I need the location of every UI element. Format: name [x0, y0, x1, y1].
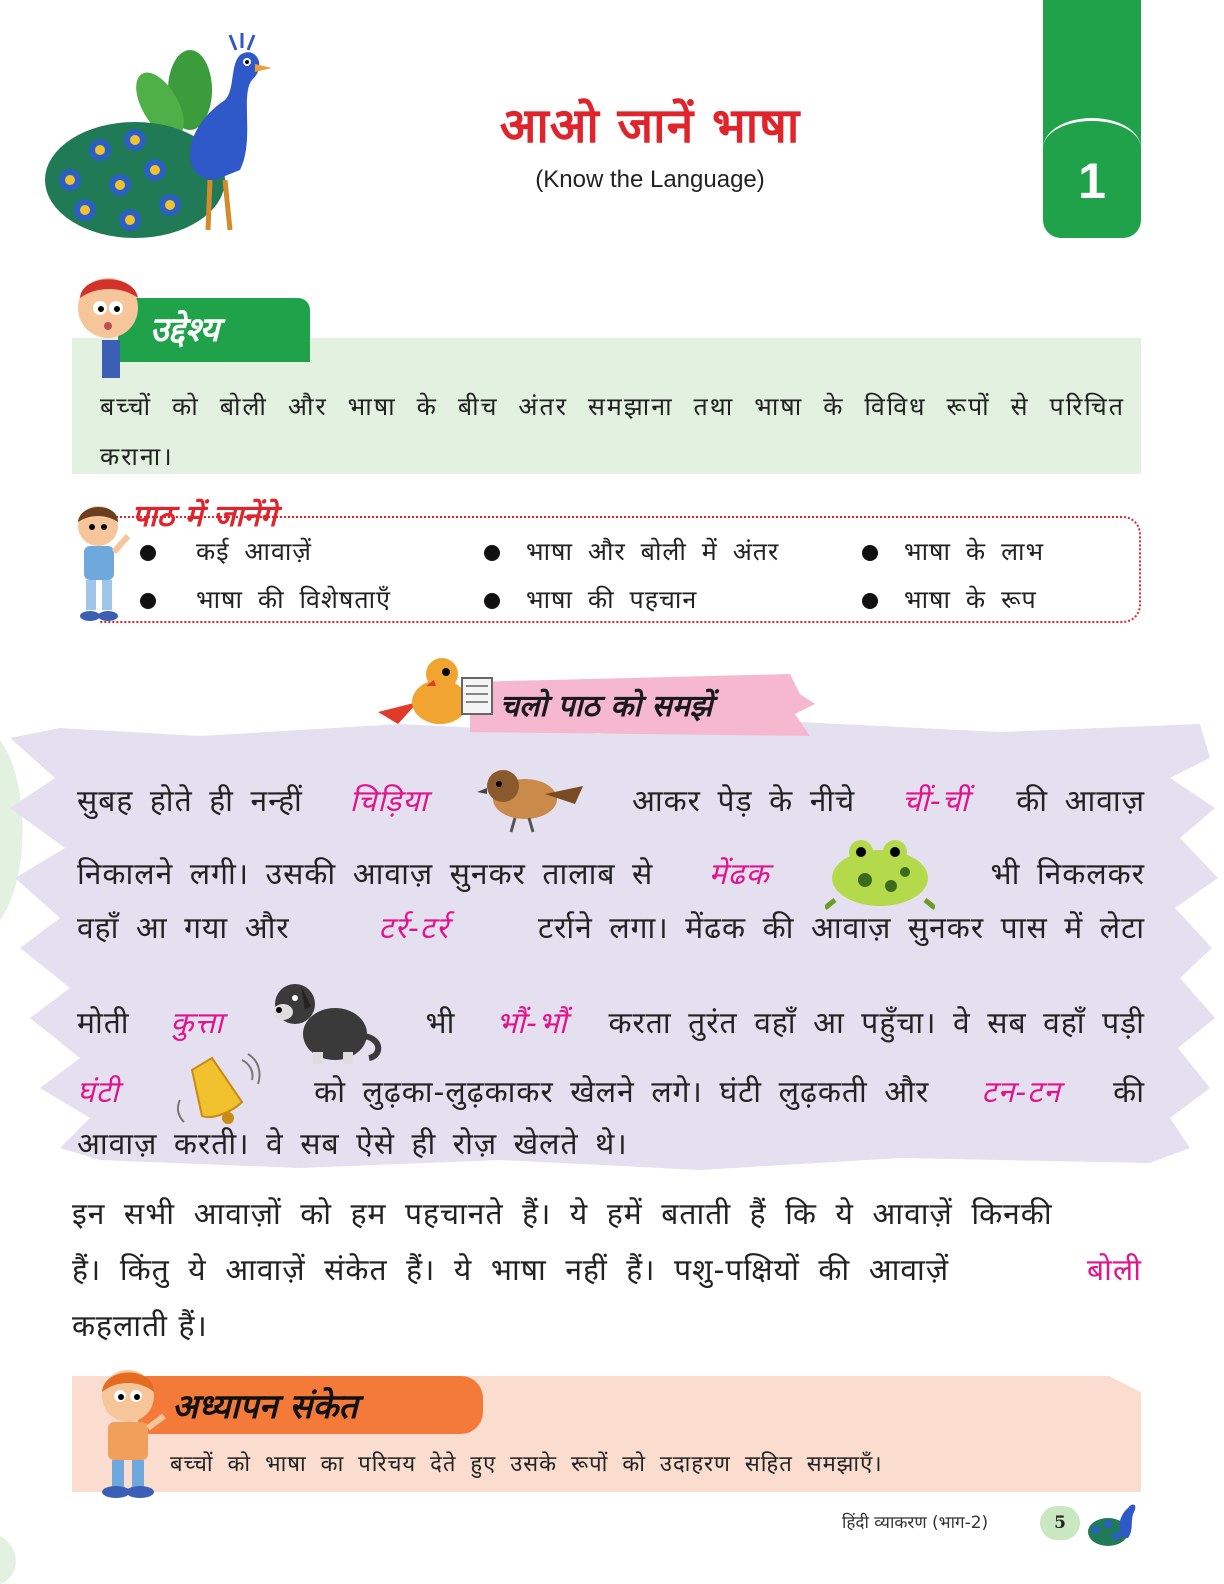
bullet-icon: [140, 593, 156, 609]
boy-icon: [92, 1364, 170, 1498]
highlight-word: घंटी: [77, 1074, 120, 1110]
highlight-word: टन-टन: [981, 1074, 1061, 1110]
story-label: चलो पाठ को समझें: [500, 689, 713, 724]
paragraph-line: इन सभी आवाज़ों को हम पहचानते हैं। ये हमें बताती हैं कि ये आवाज़ें किनकी: [72, 1197, 1053, 1232]
chapter-number: 1: [1078, 153, 1106, 209]
learn-item: भाषा की विशेषताएँ: [140, 582, 391, 616]
highlight-word: टर्र-टर्र: [378, 911, 450, 946]
highlight-word: चीं-चीं: [901, 783, 970, 819]
sparrow-icon: [475, 764, 585, 834]
boy-icon: [72, 268, 144, 378]
highlight-word: भौं-भौं: [496, 1005, 568, 1041]
story-line: सुबह होते ही नन्हीं चिड़िया आकर पेड़ के नीचे चीं-चीं की आवाज़: [77, 764, 1145, 834]
story-line: निकालने लगी। उसकी आवाज़ सुनकर तालाब से मेंढक भी निकलकर: [77, 834, 1145, 910]
highlight-word: कुत्ता: [170, 1005, 224, 1041]
objective-text: बच्चों को बोली और भाषा के बीच अंतर समझाना तथा भाषा के विविध रूपों से परिचित कराना।: [100, 392, 1125, 471]
book-title: हिंदी व्याकरण (भाग-2): [842, 1513, 989, 1533]
highlight-word: मेंढक: [708, 856, 770, 892]
bullet-icon: [862, 593, 878, 609]
hint-label: अध्यापन संकेत: [172, 1387, 358, 1427]
learn-item: भाषा की पहचान: [484, 582, 697, 616]
bell-icon: [172, 1050, 262, 1130]
frog-icon: [825, 834, 935, 910]
hint-text: बच्चों को भाषा का परिचय देते हुए उसके रूपों को उदाहरण सहित समझाएँ।: [170, 1452, 883, 1477]
learn-item: भाषा के रूप: [862, 582, 1037, 616]
page-number: 5: [1040, 1506, 1080, 1540]
peacock-icon: [40, 30, 280, 245]
learn-item: कई आवाज़ें: [140, 534, 312, 568]
highlight-word: चिड़िया: [349, 783, 429, 819]
boy-icon: [70, 500, 132, 624]
bullet-icon: [140, 545, 156, 561]
reading-bird-icon: [378, 652, 496, 732]
peacock-icon: [1086, 1494, 1140, 1550]
leaf-decoration-icon: [0, 1536, 24, 1584]
story-line: मोती कुत्ता भी भौं-भौं करता तुरंत वहाँ आ पहुँचा। वे सब वहाँ पड़ी: [77, 976, 1145, 1066]
chapter-subtitle: (Know the Language): [535, 166, 765, 193]
learn-item: भाषा के लाभ: [862, 534, 1044, 568]
paragraph-line: हैं। किंतु ये आवाज़ें संकेत हैं। ये भाषा नहीं हैं। पशु-पक्षियों की आवाज़ें बोली: [72, 1248, 1142, 1289]
story-line: घंटी को लुढ़का-लुढ़काकर खेलने लगे। घंटी लुढ़कती और टन-टन की: [77, 1050, 1145, 1130]
bullet-icon: [484, 593, 500, 609]
chapter-title: आओ जानें भाषा: [499, 98, 801, 154]
story-line: वहाँ आ गया और टर्र-टर्र टर्राने लगा। मेंढक की आवाज़ सुनकर पास में लेटा: [77, 906, 1145, 947]
paragraph-line: कहलाती हैं।: [72, 1309, 208, 1344]
learn-label: पाठ में जानेंगे: [132, 499, 277, 534]
objective-label: उद्देश्य: [150, 310, 220, 350]
learn-item: भाषा और बोली में अंतर: [484, 534, 779, 568]
bullet-icon: [484, 545, 500, 561]
story-line: आवाज़ करती। वे सब ऐसे ही रोज़ खेलते थे।: [77, 1127, 628, 1162]
bullet-icon: [862, 545, 878, 561]
highlight-word: बोली: [1086, 1253, 1142, 1288]
